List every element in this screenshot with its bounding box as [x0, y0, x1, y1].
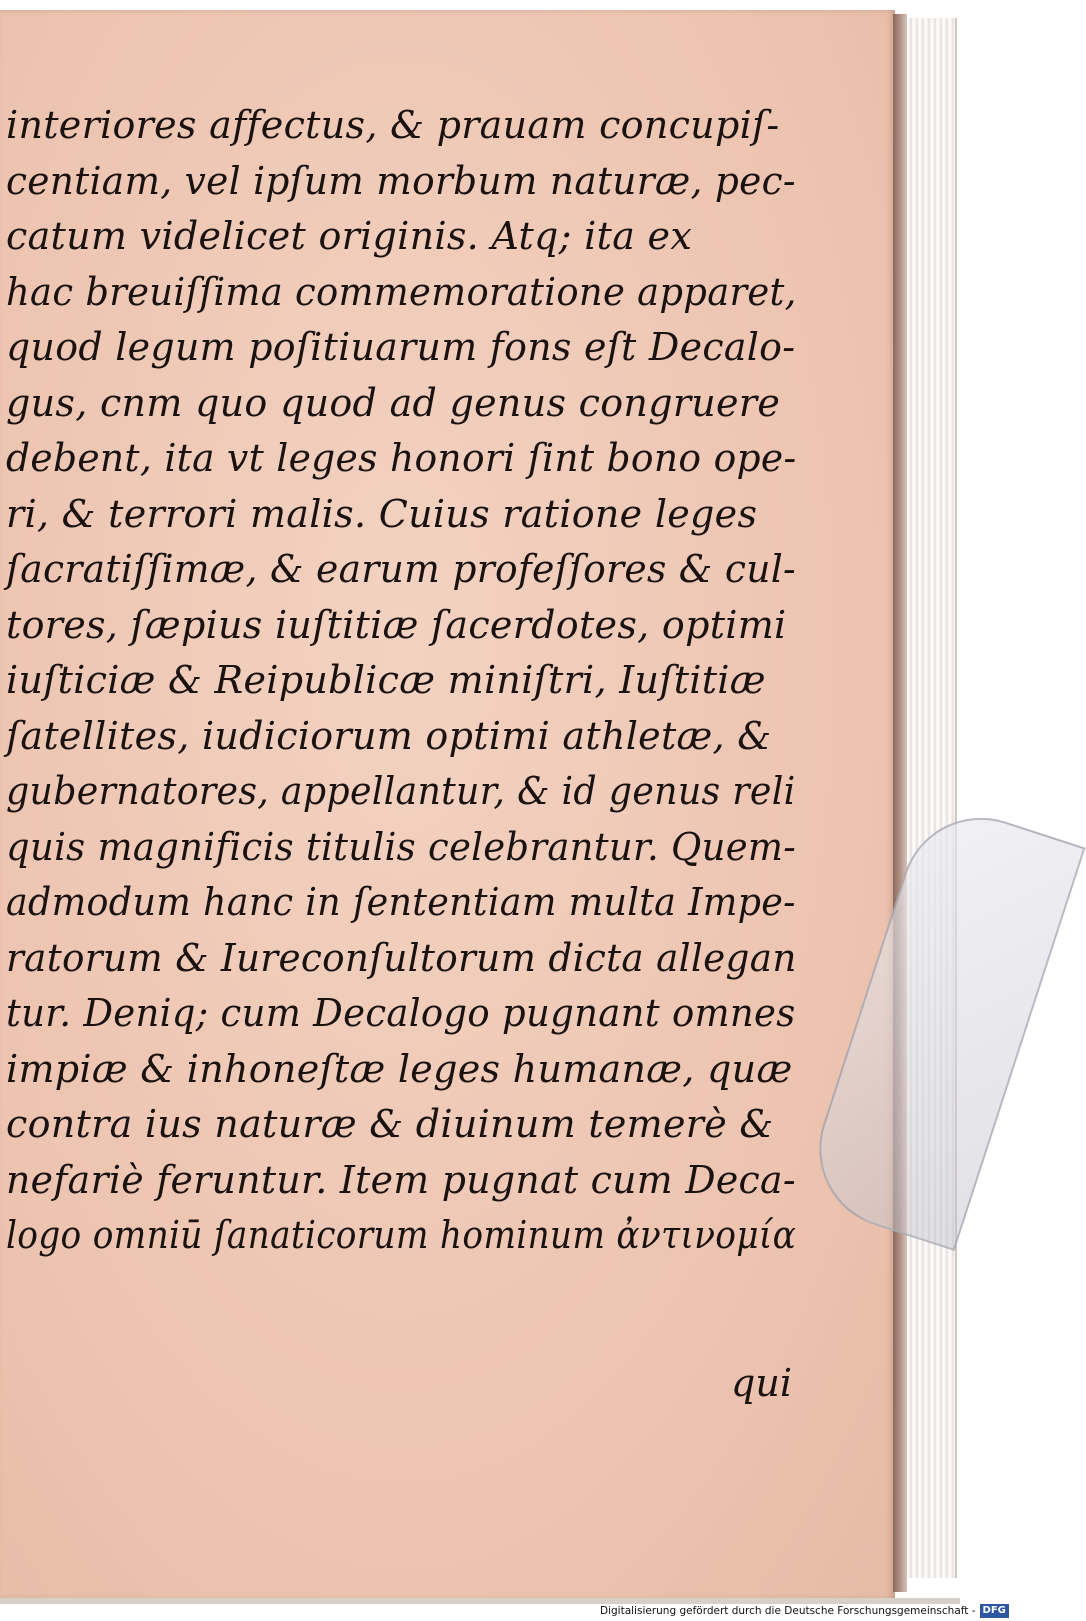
- text-line: hac breuiſſima commemoratione apparet,: [6, 269, 797, 314]
- digitization-credit: [600, 1603, 1006, 1619]
- text-line: quis magnificis titulis celebrantur. Quem-: [6, 824, 797, 869]
- text-line: ri, & terrori malis. Cuius ratione leges: [6, 491, 758, 536]
- text-line: quod legum poſitiuarum fons eſt Decalo-: [6, 325, 796, 369]
- text-line: logo omniū ſanaticorum hominum ἀντινομία: [6, 1213, 797, 1257]
- catchword: qui: [731, 1361, 792, 1405]
- dfg-logo: DFG: [980, 1604, 1009, 1618]
- text-line: ſacratiſſimæ, & earum profeſſores & cul-: [6, 547, 797, 591]
- text-line: impiæ & inhoneſtæ leges humanæ, quæ: [6, 1046, 793, 1091]
- text-line: gus, cnm quo quod ad genus congruere: [6, 380, 781, 425]
- page-gutter-shadow: [893, 14, 907, 1592]
- text-line: nefariè feruntur. Item pugnat cum Deca-: [6, 1157, 796, 1202]
- text-block: [6, 98, 796, 1264]
- text-line: centiam, vel ipſum morbum naturæ, pec-: [6, 158, 796, 203]
- text-line: tores, ſæpius iuſtitiæ ſacerdotes, optimi: [6, 602, 787, 647]
- credit-text: Digitalisierung gefördert durch die Deutsche Forschungsgemeinschaft -: [600, 1605, 976, 1617]
- text-line: admodum hanc in ſententiam multa Impe-: [6, 880, 796, 924]
- text-line: gubernatores, appellantur, & id genus reli: [6, 769, 796, 813]
- text-line: ſatellites, iudiciorum optimi athletæ, &: [6, 713, 772, 758]
- text-line: contra ius naturæ & diuinum temerè &: [6, 1102, 774, 1146]
- text-line: debent, ita vt leges honori ſint bono ope-: [6, 436, 797, 480]
- text-line: catum videlicet originis. Atq; ita ex: [6, 214, 693, 258]
- text-line: iuſticiæ & Reipublicæ miniſtri, Iuſtitiæ: [6, 658, 766, 702]
- text-line: tur. Deniq; cum Decalogo pugnant omnes: [6, 991, 796, 1035]
- text-line: interiores affectus, & prauam concupiſ-: [6, 103, 780, 147]
- page-stack-edge: [907, 18, 957, 1578]
- text-line: ratorum & Iureconſultorum dicta allegan: [6, 935, 797, 980]
